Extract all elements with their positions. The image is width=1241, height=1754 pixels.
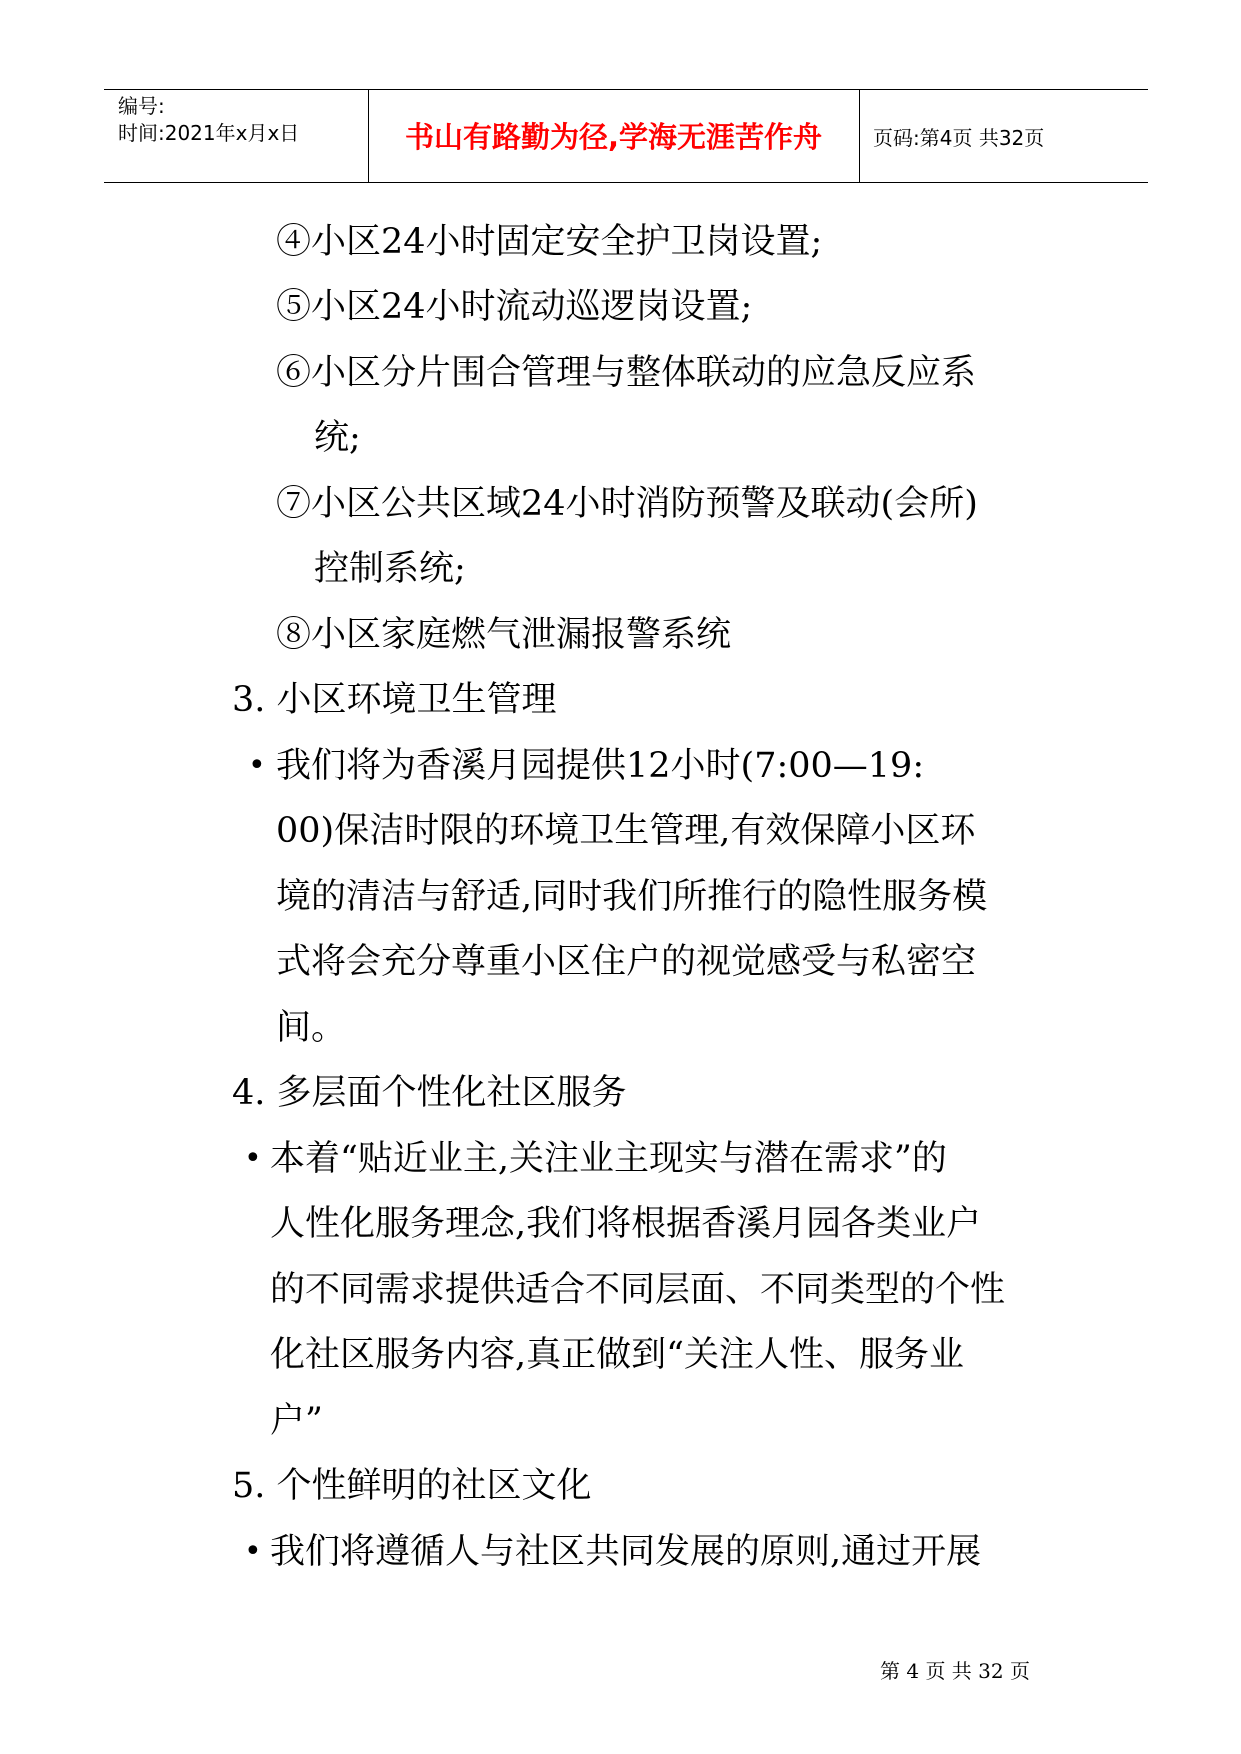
body-line: 人性化服务理念,我们将根据香溪月园各类业户 (270, 1204, 982, 1244)
body-line: ⑤小区24小时流动巡逻岗设置; (276, 287, 753, 327)
header-bottom-rule (104, 182, 1148, 183)
header-time-label: 时间:2021年x月x日 (118, 121, 300, 145)
header-number-label: 编号: (118, 94, 165, 118)
section-heading: 5. 个性鲜明的社区文化 (232, 1466, 592, 1506)
bullet: • (244, 1141, 262, 1176)
section-heading: 3. 小区环境卫生管理 (232, 680, 557, 720)
body-line: ⑦小区公共区域24小时消防预警及联动(会所) (276, 484, 978, 524)
body-line: 的不同需求提供适合不同层面、不同类型的个性 (270, 1270, 1006, 1310)
header-page-code: 页码:第4页 共32页 (873, 126, 1045, 150)
body-line: 化社区服务内容,真正做到“关注人性、服务业 (270, 1335, 965, 1375)
body-line: 我们将遵循人与社区共同发展的原则,通过开展 (270, 1532, 982, 1572)
body-line: 式将会充分尊重小区住户的视觉感受与私密空 (276, 942, 977, 982)
body-line: ⑧小区家庭燃气泄漏报警系统 (276, 615, 732, 655)
body-line: 户” (270, 1401, 323, 1441)
section-heading: 4. 多层面个性化社区服务 (232, 1073, 627, 1113)
body-line: ④小区24小时固定安全护卫岗设置; (276, 222, 823, 262)
bullet: • (244, 1534, 262, 1569)
body-line: 我们将为香溪月园提供12小时(7:00—19: (276, 746, 925, 786)
body-line: 间。 (276, 1008, 347, 1048)
header-divider-right (859, 89, 860, 182)
body-line: 控制系统; (314, 549, 466, 589)
body-line: ⑥小区分片围合管理与整体联动的应急反应系 (276, 353, 977, 393)
body-line: 境的清洁与舒适,同时我们所推行的隐性服务模 (276, 877, 988, 917)
header-motto: 书山有路勤为径,学海无涯苦作舟 (404, 120, 823, 154)
bullet: • (248, 748, 266, 783)
body-line: 00)保洁时限的环境卫生管理,有效保障小区环 (276, 811, 976, 851)
footer-page-number: 第 4 页 共 32 页 (880, 1659, 1030, 1683)
body-line: 本着“贴近业主,关注业主现实与潜在需求”的 (270, 1139, 947, 1179)
body-line: 统; (314, 418, 361, 458)
header-top-rule (104, 89, 1148, 90)
